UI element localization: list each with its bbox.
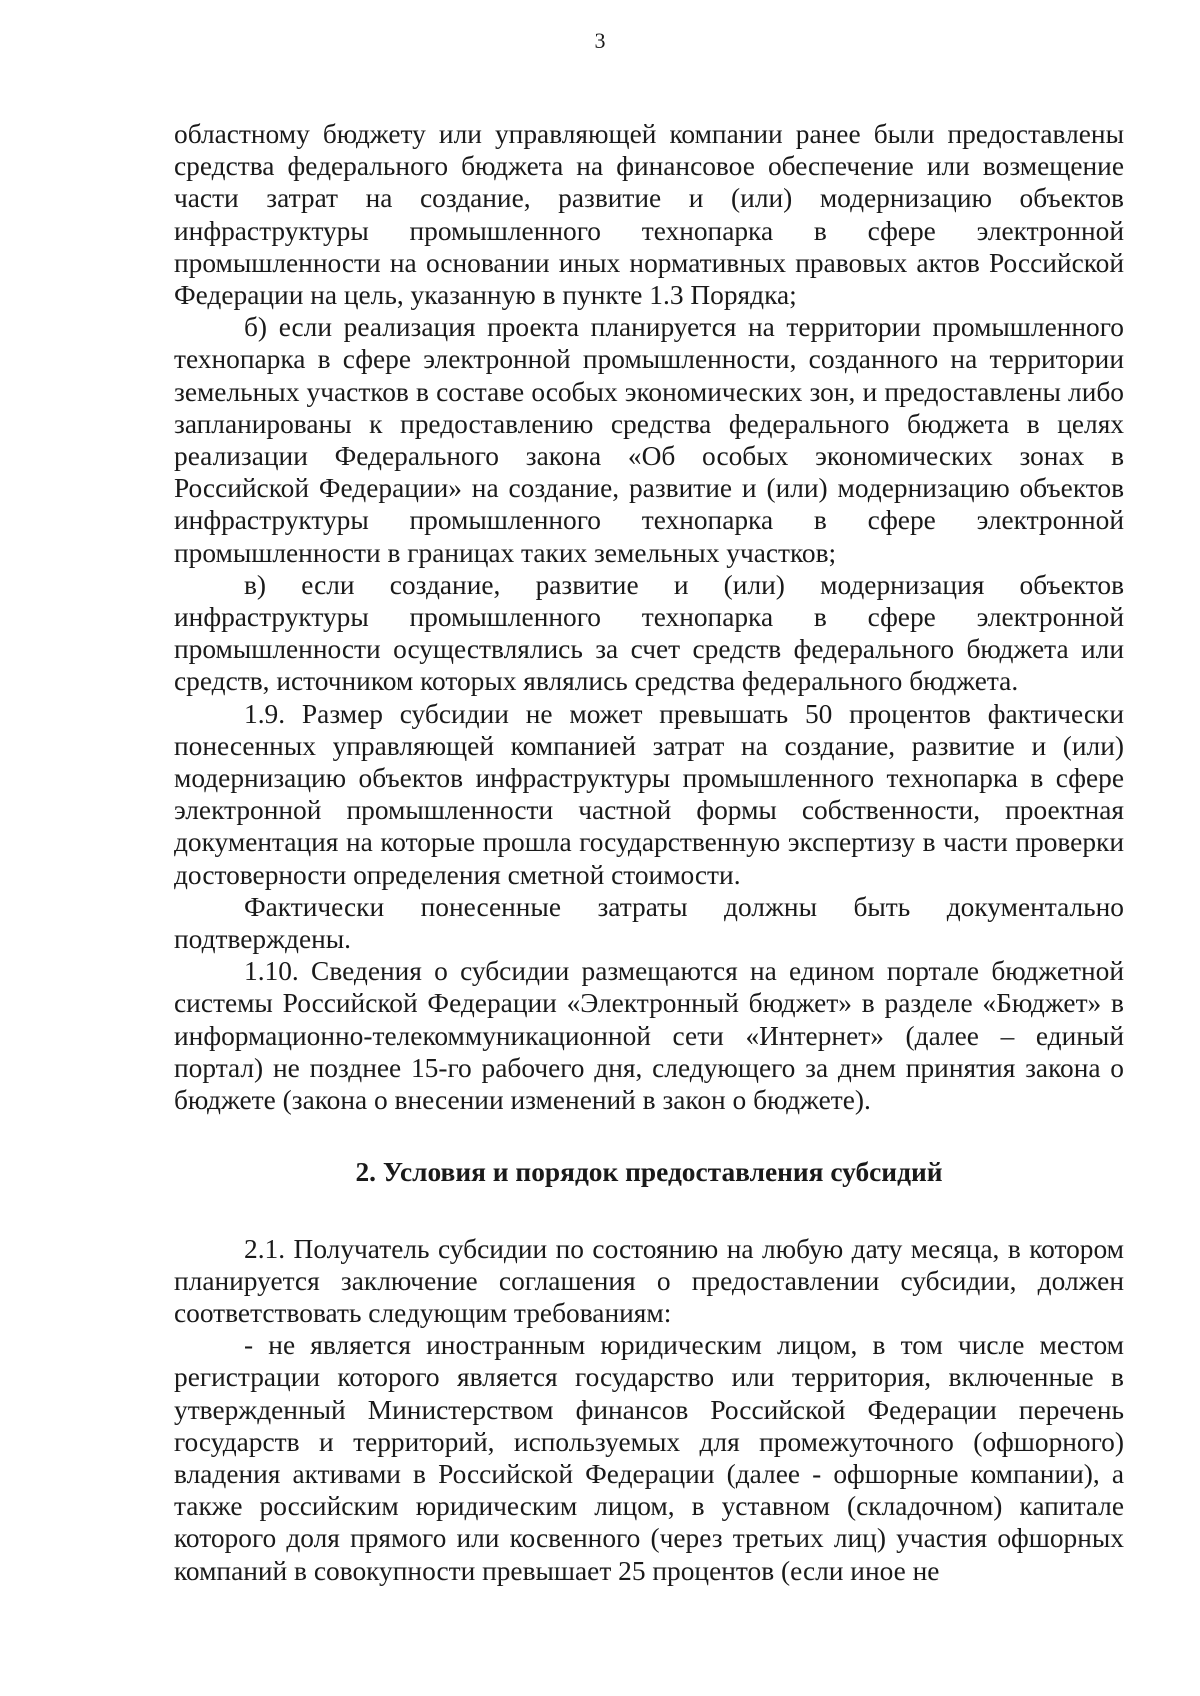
paragraph-actual-costs: Фактически понесенные затраты должны быть документально подтверждены. <box>174 891 1124 955</box>
section-heading: 2. Условия и порядок предоставления субсидий <box>355 1157 943 1188</box>
paragraph-item-b: б) если реализация проекта планируется на территории промышленного технопарка в сфере электронной промышленности, созданного на территории земельных участков в составе особых экономических зон, и предоставлены либо запланированы к предоставлению средства федерального бюджета в целях реализации Федерального закона «Об особых экономических зонах в Российской Федерации» на создание, развитие и (или) модернизацию объектов инфраструктуры промышленного технопарка в сфере электронной промышленности в границах таких земельных участков; <box>174 312 1124 568</box>
page-number: 3 <box>594 28 606 53</box>
paragraph-item-v: в) если создание, развитие и (или) модернизация объектов инфраструктуры промышленного технопарка в сфере электронной промышленности осуществлялись за счет средств федерального бюджета или средств, источником которых являлись средства федерального бюджета. <box>174 569 1124 697</box>
paragraph-1-9: 1.9. Размер субсидии не может превышать 50 процентов фактически понесенных управляющей компанией затрат на создание, развитие и (или) модернизацию объектов инфраструктуры промышленного технопарка в сфере электронной промышленности частной формы собственности, проектная документация на которые прошла государственную экспертизу в части проверки достоверности определения сметной стоимости. <box>174 698 1124 890</box>
paragraph-continuation: областному бюджету или управляющей компании ранее были предоставлены средства федерального бюджета на финансовое обеспечение или возмещение части затрат на создание, развитие и (или) модернизацию объектов инфраструктуры промышленного технопарка в сфере электронной промышленности на основании иных нормативных правовых актов Российской Федерации на цель, указанную в пункте 1.3 Порядка; <box>174 119 1124 311</box>
paragraph-2-1: 2.1. Получатель субсидии по состоянию на любую дату месяца, в котором планируется заключение соглашения о предоставлении субсидии, должен соответствовать следующим требованиям: <box>174 1233 1124 1328</box>
document-body <box>174 118 1124 1587</box>
paragraph-requirement-offshore: - не является иностранным юридическим лицом, в том числе местом регистрации которого является государство или территория, включенные в утвержденный Министерством финансов Российской Федерации перечень государств и территорий, используемых для промежуточного (офшорного) владения активами в Российской Федерации (далее - офшорные компании), а также российским юридическим лицом, в уставном (складочном) капитале которого доля прямого или косвенного (через третьих лиц) участия офшорных компаний в совокупности превышает 25 процентов (если иное не <box>174 1330 1124 1586</box>
paragraph-1-10: 1.10. Сведения о субсидии размещаются на едином портале бюджетной системы Российской Федерации «Электронный бюджет» в разделе «Бюджет» в информационно-телекоммуникационной сети «Интернет» (далее – единый портал) не позднее 15-го рабочего дня, следующего за днем принятия закона о бюджете (закона о внесении изменений в закон о бюджете). <box>174 956 1124 1116</box>
